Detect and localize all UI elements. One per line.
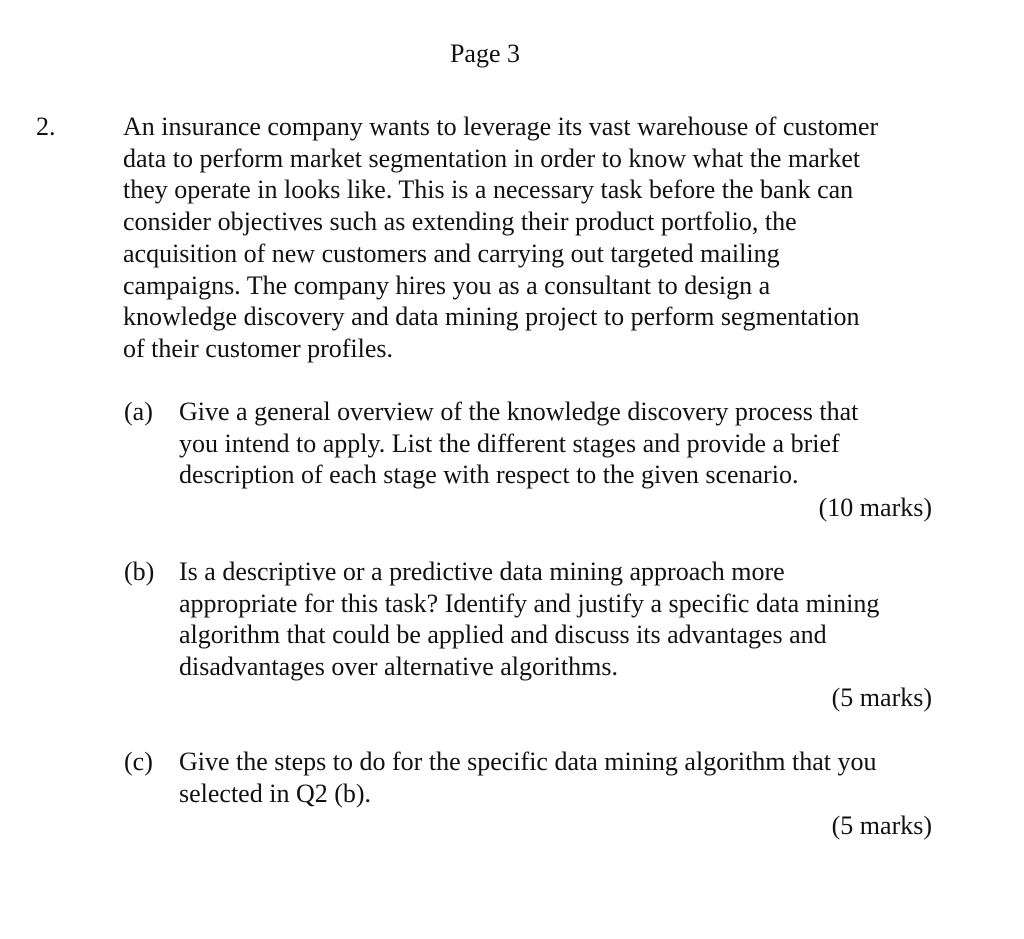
stem-line: acquisition of new customers and carrying out targeted mailing — [123, 238, 780, 268]
part-c-text — [179, 746, 939, 809]
part-b-marks: (5 marks) — [831, 683, 932, 712]
stem-line: An insurance company wants to leverage its vast warehouse of customer — [123, 112, 879, 141]
part-b-text — [179, 556, 939, 683]
stem-line: knowledge discovery and data mining project to perform segmentation — [123, 302, 860, 332]
part-line: Give the steps to do for the specific data mining algorithm that you — [179, 747, 877, 776]
stem-line: of their customer profiles. — [123, 333, 394, 363]
part-a-text — [179, 396, 939, 491]
part-line: algorithm that could be applied and discuss its advantages and — [179, 620, 827, 650]
part-line: Give a general overview of the knowledge discovery process that — [179, 397, 859, 426]
stem-line: they operate in looks like. This is a necessary task before the bank can — [123, 175, 854, 205]
part-line: description of each stage with respect to the given scenario. — [179, 460, 799, 490]
page-header: Page 3 — [449, 39, 521, 68]
part-a-marks: (10 marks) — [818, 493, 932, 522]
part-line: selected in Q2 (b). — [179, 778, 372, 808]
part-c-label: (c) — [124, 747, 153, 776]
stem-line: data to perform market segmentation in order to know what the market — [123, 143, 861, 173]
part-line: appropriate for this task? Identify and justify a specific data mining — [179, 588, 880, 618]
question-number: 2. — [36, 112, 56, 141]
part-b-label: (b) — [124, 557, 155, 586]
part-c-marks: (5 marks) — [831, 811, 932, 840]
stem-line: consider objectives such as extending their product portfolio, the — [123, 207, 797, 237]
part-line: Is a descriptive or a predictive data mining approach more — [179, 557, 785, 586]
stem-line: campaigns. The company hires you as a consultant to design a — [123, 270, 771, 300]
part-line: you intend to apply. List the different stages and provide a brief — [179, 428, 840, 458]
part-line: disadvantages over alternative algorithms. — [179, 652, 618, 682]
question-stem — [123, 111, 938, 365]
part-a-label: (a) — [124, 397, 153, 426]
